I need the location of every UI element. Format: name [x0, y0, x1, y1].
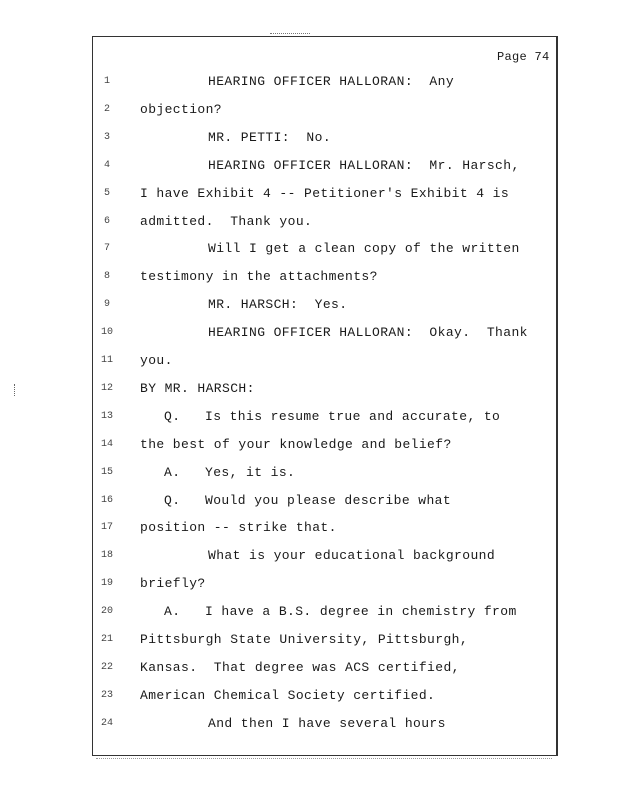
line-number: 3	[103, 132, 110, 143]
line-number: 22	[100, 662, 113, 673]
transcript-line: And then I have several hours	[208, 716, 446, 731]
line-number: 12	[100, 383, 113, 394]
transcript-line: briefly?	[140, 576, 206, 591]
line-number: 9	[103, 299, 110, 310]
line-number: 4	[103, 160, 110, 171]
line-number: 1	[103, 76, 110, 87]
transcript-line: the best of your knowledge and belief?	[140, 437, 452, 452]
transcript-line: American Chemical Society certified.	[140, 688, 436, 703]
transcript-line: testimony in the attachments?	[140, 269, 378, 284]
transcript-line: BY MR. HARSCH:	[140, 381, 255, 396]
transcript-line: Pittsburgh State University, Pittsburgh,	[140, 632, 469, 647]
transcript-line: Kansas. That degree was ACS certified,	[140, 660, 460, 675]
line-number: 20	[100, 606, 113, 617]
line-number: 16	[100, 495, 113, 506]
transcript-line: Q. Would you please describe what	[164, 493, 452, 508]
transcript-line: HEARING OFFICER HALLORAN: Okay. Thank	[208, 325, 528, 340]
page-number: Page 74	[497, 50, 550, 64]
transcript-line: HEARING OFFICER HALLORAN: Mr. Harsch,	[208, 158, 520, 173]
line-number: 2	[103, 104, 110, 115]
transcript-line: position -- strike that.	[140, 520, 337, 535]
transcript-line: MR. HARSCH: Yes.	[208, 297, 348, 312]
line-number: 14	[100, 439, 113, 450]
line-number: 6	[103, 216, 110, 227]
scan-side-mark	[14, 384, 17, 396]
line-number: 7	[103, 243, 110, 254]
transcript-line: A. Yes, it is.	[164, 465, 296, 480]
transcript-line: I have Exhibit 4 -- Petitioner's Exhibit 4 is	[140, 186, 510, 201]
line-number: 11	[100, 355, 113, 366]
transcript-line: admitted. Thank you.	[140, 214, 313, 229]
transcript-line: Will I get a clean copy of the written	[208, 241, 520, 256]
transcript-line: A. I have a B.S. degree in chemistry from	[164, 604, 517, 619]
line-number: 5	[103, 188, 110, 199]
scan-bottom-mark	[96, 758, 552, 759]
transcript-line: What is your educational background	[208, 548, 496, 563]
line-number: 23	[100, 690, 113, 701]
transcript-line: HEARING OFFICER HALLORAN: Any	[208, 74, 455, 89]
line-number: 8	[103, 271, 110, 282]
transcript-line: you.	[140, 353, 173, 368]
line-number: 13	[100, 411, 113, 422]
line-number: 18	[100, 550, 113, 561]
line-number: 24	[100, 718, 113, 729]
line-number: 17	[100, 522, 113, 533]
line-number: 19	[100, 578, 113, 589]
transcript-line: objection?	[140, 102, 223, 117]
transcript-line: MR. PETTI: No.	[208, 130, 332, 145]
line-number: 10	[100, 327, 113, 338]
line-number: 21	[100, 634, 113, 645]
transcript-line: Q. Is this resume true and accurate, to	[164, 409, 501, 424]
scan-top-mark	[270, 33, 310, 34]
line-number: 15	[100, 467, 113, 478]
